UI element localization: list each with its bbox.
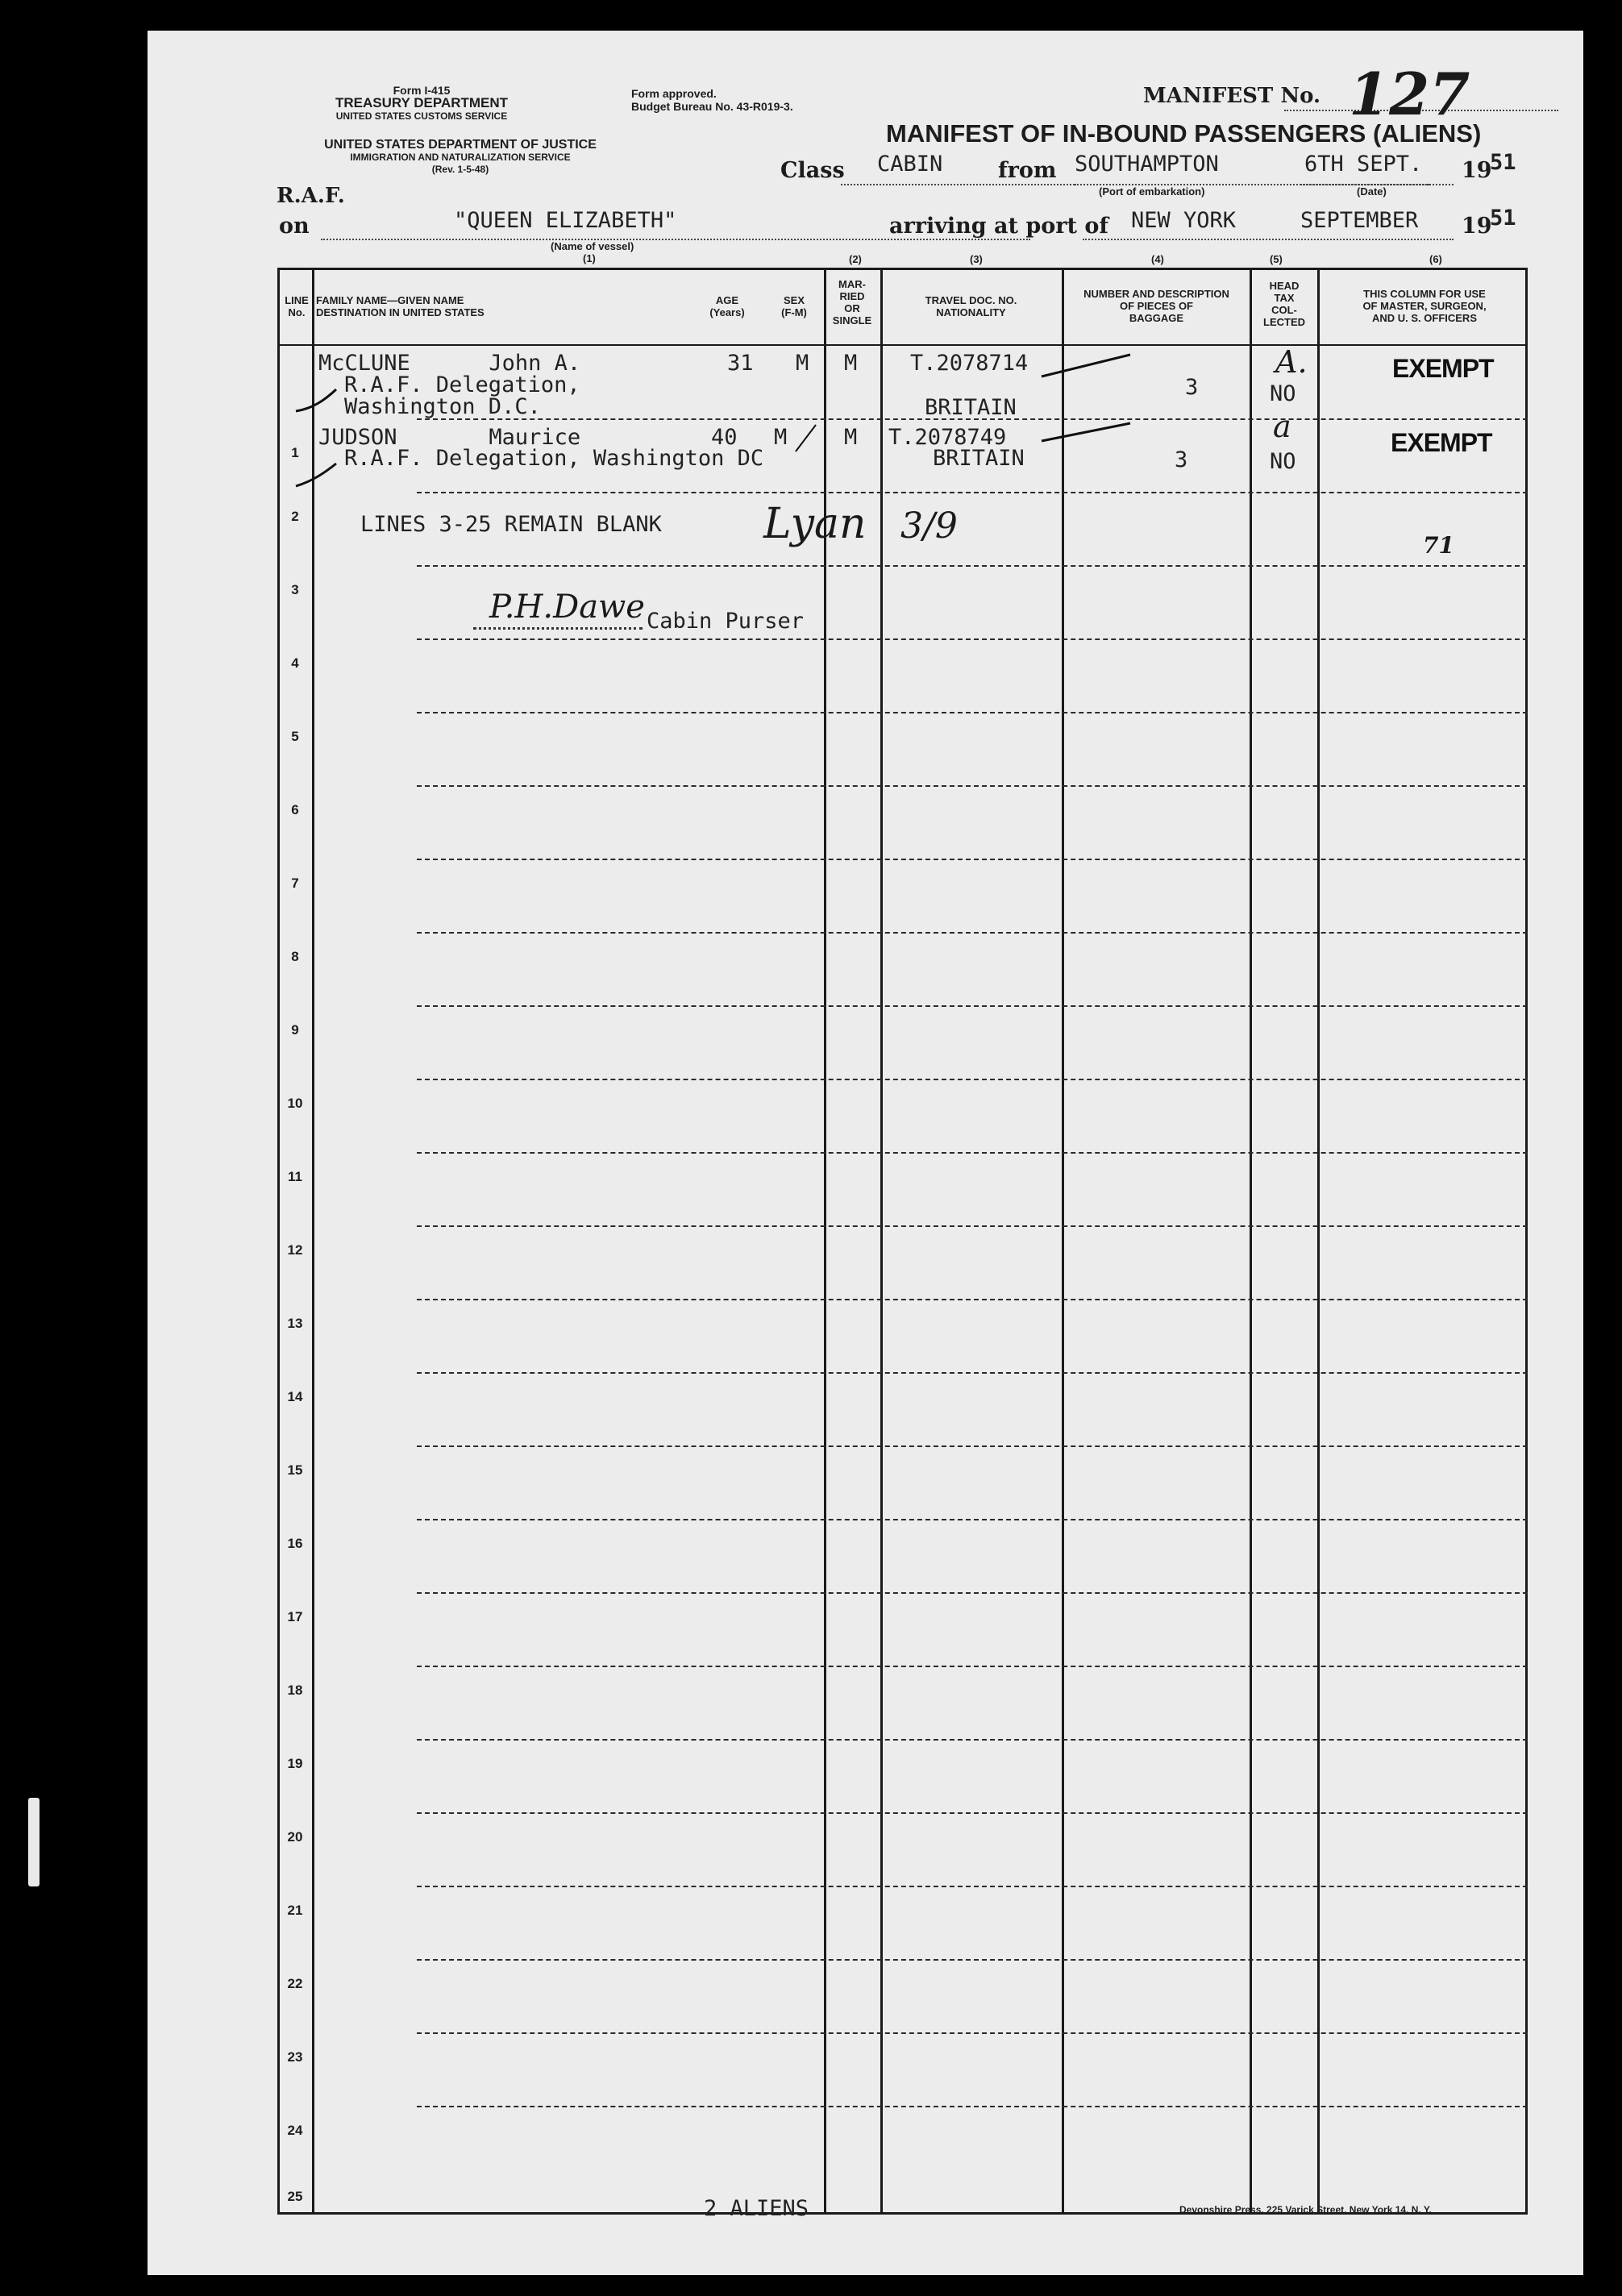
row-separator	[417, 2106, 1528, 2107]
row-separator	[417, 1666, 1528, 1667]
row-separator	[417, 1959, 1528, 1961]
row-separator	[417, 1225, 1528, 1227]
col-number-3: (3)	[970, 253, 983, 265]
line-number: 10	[287, 1096, 303, 1111]
officer-initials: Lyan	[763, 500, 867, 548]
passenger-2-destination: R.A.F. Delegation, Washington DC	[344, 446, 764, 471]
passenger-1-travel-doc: T.2078714	[910, 351, 1029, 376]
printer-credit: Devonshire Press, 225 Varick Street, New York 14, N. Y.	[1179, 2204, 1432, 2215]
line-number: 18	[287, 1682, 303, 1698]
col-officers: THIS COLUMN FOR USE OF MASTER, SURGEON, AND U. S. OFFICERS	[1362, 288, 1487, 324]
row-separator	[417, 1005, 1528, 1007]
line-number: 6	[291, 802, 299, 817]
line-number: 11	[288, 1169, 302, 1184]
line-number: 3	[291, 582, 299, 597]
col-travel-doc: TRAVEL DOC. NO. NATIONALITY	[925, 294, 1017, 318]
line-number: 24	[287, 2123, 303, 2138]
form-approved-block	[631, 87, 793, 113]
date-caption: (Date)	[1357, 185, 1387, 198]
remain-blank-note: LINES 3-25 REMAIN BLANK	[360, 512, 662, 537]
line-number: 22	[287, 1976, 303, 1991]
line-number: 8	[291, 949, 299, 964]
agency-block	[279, 138, 642, 176]
class-value: CABIN	[877, 152, 943, 177]
line-number: 23	[287, 2049, 303, 2065]
year-value: 51	[1490, 150, 1516, 175]
aliens-count: 2 ALIENS	[704, 2196, 809, 2221]
from-label: from	[998, 158, 1057, 183]
col-number-4: (4)	[1151, 253, 1164, 265]
manifest-label: MANIFEST No.	[1143, 84, 1321, 108]
line-number: 4	[291, 655, 299, 671]
col-number-5: (5)	[1270, 253, 1283, 265]
passenger-2-nationality: BRITAIN	[933, 446, 1025, 471]
col-number-2: (2)	[849, 253, 862, 265]
row-separator	[417, 859, 1528, 860]
line-number: 17	[287, 1609, 303, 1624]
passenger-table	[277, 268, 1528, 2215]
tick-mark	[1042, 355, 1130, 376]
arrival-year-prefix: 19	[1462, 214, 1492, 239]
row-separator	[417, 1152, 1528, 1154]
officer-initials-date: 3/9	[900, 505, 958, 547]
arrival-month: SEPTEMBER	[1300, 208, 1419, 233]
passenger-1-nationality: BRITAIN	[925, 395, 1017, 420]
form-approved: Form approved.	[631, 87, 717, 100]
passenger-1-married: M	[844, 351, 858, 376]
col-sex: SEX (F-M)	[781, 294, 807, 318]
passenger-1-officer-stamp: EXEMPT	[1392, 354, 1494, 383]
col-head-tax: HEAD TAX COL- LECTED	[1263, 280, 1305, 328]
passenger-2-officer-stamp: EXEMPT	[1391, 428, 1492, 457]
tick-mark	[296, 464, 336, 486]
line-number: 16	[287, 1536, 303, 1551]
row-separator	[417, 712, 1528, 713]
passenger-2-age: 40	[711, 425, 738, 450]
row-separator	[417, 2032, 1528, 2034]
immigration-service: IMMIGRATION AND NATURALIZATION SERVICE	[350, 152, 571, 163]
row-separator	[417, 1445, 1528, 1447]
row-separator	[417, 785, 1528, 787]
customs-service: UNITED STATES CUSTOMS SERVICE	[335, 110, 508, 122]
side-mark: 71	[1423, 532, 1454, 559]
col-number-6: (6)	[1429, 253, 1442, 265]
col-age: AGE (Years)	[709, 294, 745, 318]
row-separator	[417, 1812, 1528, 1814]
passenger-1-age: 31	[727, 351, 754, 376]
arrival-year: 51	[1490, 206, 1516, 231]
vessel-name: "QUEEN ELIZABETH"	[454, 208, 677, 233]
passenger-2-head-tax: NO	[1270, 449, 1296, 474]
col-married: MAR- RIED OR SINGLE	[832, 278, 872, 327]
port-caption: (Port of embarkation)	[1099, 185, 1205, 198]
passenger-2-baggage: 3	[1175, 447, 1188, 472]
class-label: Class	[780, 158, 845, 183]
manifest-sheet	[148, 31, 1583, 2275]
line-number: 5	[291, 729, 299, 744]
tick-mark	[796, 425, 816, 451]
col-baggage: NUMBER AND DESCRIPTION OF PIECES OF BAGGAGE	[1083, 288, 1229, 324]
tick-mark	[296, 389, 336, 411]
line-number: 12	[287, 1242, 303, 1258]
passenger-1-head-tax: NO	[1270, 381, 1296, 406]
vessel-caption: (Name of vessel)	[551, 240, 634, 252]
passenger-1-destination-2: Washington D.C.	[344, 394, 541, 419]
line-number: 21	[287, 1903, 303, 1918]
signature-line	[473, 627, 643, 630]
raf-label: R.A.F.	[277, 184, 345, 208]
on-label: on	[279, 214, 310, 239]
line-number: 1	[291, 445, 299, 460]
line-number: 2	[291, 509, 299, 524]
row-separator	[417, 1299, 1528, 1300]
purser-signature: P.H.Dawe	[489, 589, 645, 626]
col-name: FAMILY NAME—GIVEN NAME DESTINATION IN UNITED STATES	[316, 294, 485, 318]
passenger-2-travel-doc: T.2078749	[888, 425, 1007, 450]
passenger-2-married: M	[844, 425, 858, 450]
line-number: 9	[291, 1022, 299, 1038]
row-separator	[417, 1519, 1528, 1520]
year-prefix: 19	[1462, 158, 1492, 183]
arrival-line	[1083, 239, 1454, 240]
passenger-2-sex: M	[774, 425, 788, 450]
class-line	[841, 184, 1075, 185]
line-number: 20	[287, 1829, 303, 1845]
vessel-col-number: (1)	[583, 252, 596, 264]
row-separator	[417, 932, 1528, 934]
passenger-1-baggage: 3	[1185, 375, 1199, 400]
row-separator	[417, 1079, 1528, 1080]
department-of-justice: UNITED STATES DEPARTMENT OF JUSTICE	[324, 138, 597, 152]
budget-bureau: Budget Bureau No. 43-R019-3.	[631, 100, 793, 113]
row-separator	[417, 638, 1528, 640]
purser-title: Cabin Purser	[647, 609, 805, 634]
treasury-department: TREASURY DEPARTMENT	[335, 95, 509, 110]
line-number: 15	[287, 1462, 303, 1478]
line-number: 13	[287, 1316, 303, 1331]
passenger-1-destination: R.A.F. Delegation,	[344, 372, 580, 397]
manifest-title: MANIFEST OF IN-BOUND PASSENGERS (ALIENS)	[886, 119, 1482, 148]
passenger-1-name: McCLUNE John A.	[318, 351, 581, 376]
form-number: Form I-415	[393, 84, 451, 97]
arrival-port: NEW YORK	[1131, 208, 1237, 233]
revision: (Rev. 1-5-48)	[431, 164, 489, 175]
passenger-2-name: JUDSON Maurice	[318, 425, 581, 450]
tick-mark	[1042, 423, 1130, 441]
line-number: 14	[287, 1389, 303, 1404]
vessel-line	[321, 239, 1030, 240]
form-id-block	[325, 84, 518, 123]
line-number: 7	[291, 876, 299, 891]
arriving-label: arriving at port of	[889, 214, 1109, 239]
row-separator	[417, 1739, 1528, 1741]
passenger-1-sex: M	[796, 351, 809, 376]
passenger-1-head-tax-mark: A.	[1275, 344, 1308, 380]
row-separator	[417, 1886, 1528, 1887]
passenger-2-head-tax-mark: a	[1273, 409, 1291, 444]
binding-holes	[28, 1798, 40, 1886]
col-line-number: LINE No.	[285, 294, 312, 318]
row-separator	[417, 1372, 1528, 1374]
port-of-embarkation: SOUTHAMPTON	[1075, 152, 1219, 177]
row-separator	[417, 1592, 1528, 1594]
line-number: 19	[287, 1756, 303, 1771]
manifest-number: 127	[1349, 60, 1470, 128]
line-number: 25	[287, 2189, 303, 2204]
departure-date: 6TH SEPT.	[1304, 152, 1423, 177]
